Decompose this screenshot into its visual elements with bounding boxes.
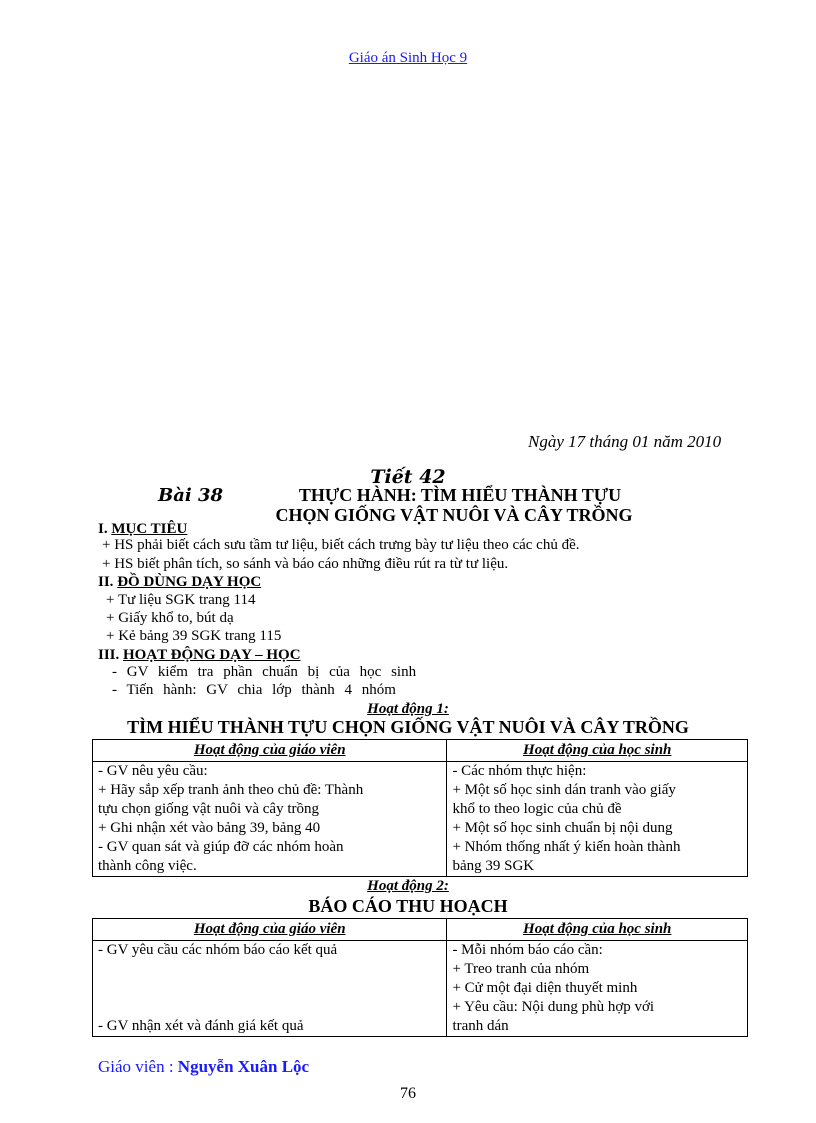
cell-line: + Ghi nhận xét vào bảng 39, bảng 40 [98, 820, 321, 836]
teacher-signature [98, 1057, 309, 1077]
activity1-title: TÌM HIỂU THÀNH TỰU CHỌN GIỐNG VẬT NUÔI VÀ CÂY TRỒNG [127, 717, 689, 737]
table-row [93, 762, 748, 877]
section-activities-heading [98, 647, 301, 664]
lesson-number: Bài 38 [158, 485, 224, 506]
cell-line: - Mỗi nhóm báo cáo cần: [452, 942, 603, 958]
lesson-title-line2: CHỌN GIỐNG VẬT NUÔI VÀ CÂY TRỒNG [275, 505, 633, 525]
cell-line: khổ to theo logic của chủ đề [452, 801, 622, 817]
table-header-row [93, 740, 748, 762]
material-line: + Tư liệu SGK trang 114 [106, 592, 256, 608]
cell-line: + Hãy sắp xếp tranh ảnh theo chủ đề: Thành [98, 782, 364, 798]
cell-line: - GV quan sát và giúp đỡ các nhóm hoàn [98, 839, 344, 855]
cell-line: + Nhóm thống nhất ý kiến hoàn thành [452, 839, 681, 855]
activity-intro-line: - Tiến hành: GV chia lớp thành 4 nhóm [112, 682, 396, 698]
cell-line-empty [98, 998, 441, 1017]
cell-line: + Yêu cầu: Nội dung phù hợp với [452, 999, 655, 1015]
cell-line: thành công việc. [98, 858, 197, 874]
cell-line: - GV yêu cầu các nhóm báo cáo kết quả [98, 942, 338, 958]
section-number: I. [98, 521, 108, 537]
section-number: II. [98, 574, 114, 590]
cell-line: + Cử một đại diện thuyết minh [452, 980, 638, 996]
activity2-table [92, 918, 748, 1037]
cell-line: - GV nêu yêu cầu: [98, 763, 208, 779]
document-header: Giáo án Sinh Học 9 [348, 50, 468, 66]
objective-line: + HS phải biết cách sưu tầm tư liệu, biết cách trưng bày tư liệu theo các chủ đề. [102, 537, 580, 553]
teacher-column-header: Hoạt động của giáo viên [93, 740, 447, 762]
section-label: ĐỒ DÙNG DẠY HỌC [117, 574, 262, 590]
cell-line: + Treo tranh của nhóm [452, 961, 590, 977]
lesson-period: Tiết 42 [370, 466, 446, 488]
table-header-row [93, 919, 748, 941]
lesson-title [0, 485, 816, 525]
cell-line: - Các nhóm thực hiện: [452, 763, 587, 779]
teacher-column-header: Hoạt động của giáo viên [93, 919, 447, 941]
student-column-header: Hoạt động của học sinh [447, 919, 748, 941]
teacher-name: Nguyễn Xuân Lộc [177, 1057, 310, 1076]
teacher-label: Giáo viên : [98, 1057, 178, 1076]
material-line: + Giấy khổ to, bút dạ [106, 610, 234, 626]
section-number: III. [98, 647, 120, 663]
page-number: 76 [400, 1085, 416, 1102]
cell-line: - GV nhận xét và đánh giá kết quả [98, 1018, 304, 1034]
student-column-header: Hoạt động của học sinh [447, 740, 748, 762]
student-activity-cell [447, 941, 748, 1037]
student-activity-cell [447, 762, 748, 877]
cell-line: bảng 39 SGK [452, 858, 535, 874]
section-label: MỤC TIÊU [111, 521, 188, 537]
section-materials-heading [98, 574, 261, 591]
cell-line: + Một số học sinh dán tranh vào giấy [452, 782, 676, 798]
lesson-date: Ngày 17 tháng 01 năm 2010 [528, 432, 722, 451]
cell-line-empty [98, 979, 441, 998]
objective-line: + HS biết phân tích, so sánh và báo cáo những điều rút ra từ tư liệu. [102, 556, 509, 572]
activity1-table [92, 739, 748, 877]
table-row [93, 941, 748, 1037]
teacher-activity-cell [93, 762, 447, 877]
cell-line: tranh dán [452, 1018, 509, 1034]
teacher-activity-cell [93, 941, 447, 1037]
cell-line-empty [98, 960, 441, 979]
activity2-heading: Hoạt động 2: [367, 878, 449, 894]
section-label: HOẠT ĐỘNG DẠY – HỌC [123, 647, 301, 663]
section-objectives-heading [98, 521, 187, 538]
activity-intro-line: - GV kiểm tra phần chuẩn bị của học sinh [112, 664, 417, 680]
cell-line: + Một số học sinh chuẩn bị nội dung [452, 820, 673, 836]
lesson-title-line1: THỰC HÀNH: TÌM HIỂU THÀNH TỰU [298, 485, 622, 505]
activity2-title: BÁO CÁO THU HOẠCH [308, 896, 508, 916]
material-line: + Kẻ bảng 39 SGK trang 115 [106, 628, 282, 644]
activity1-heading: Hoạt động 1: [367, 701, 449, 717]
cell-line: tựu chọn giống vật nuôi và cây trồng [98, 801, 320, 817]
